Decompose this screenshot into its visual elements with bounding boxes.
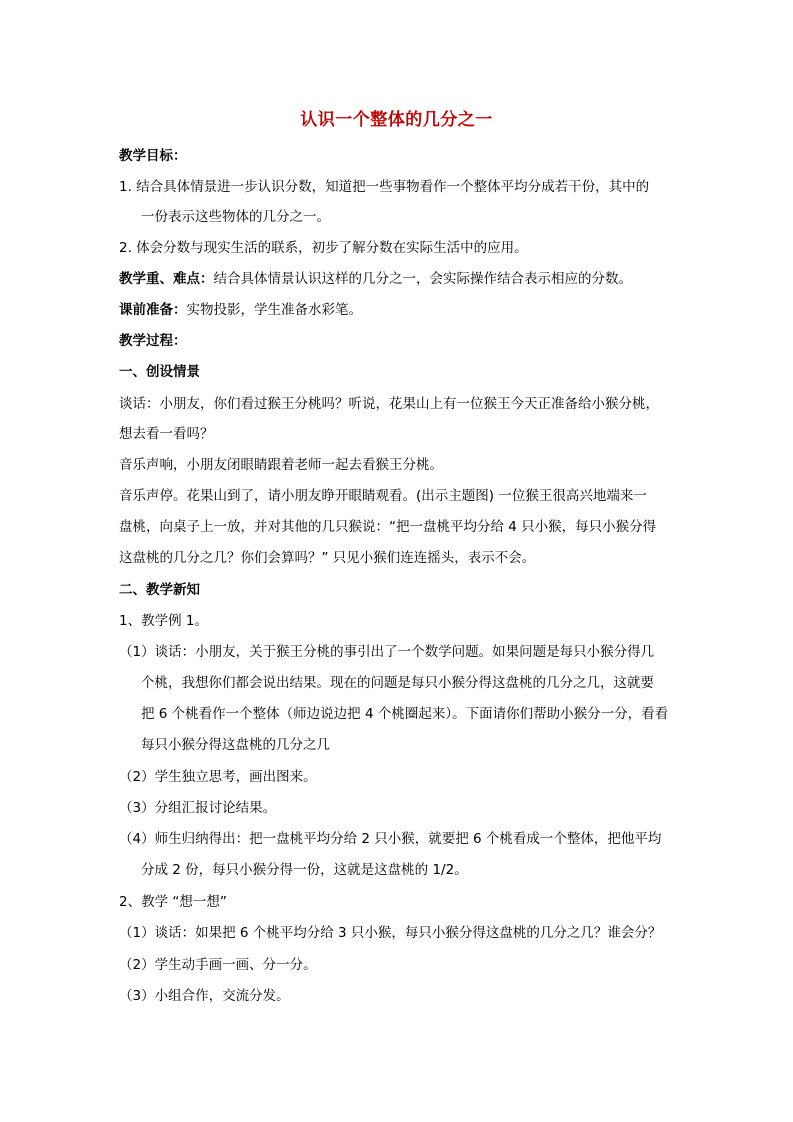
preparation — [119, 300, 679, 320]
example-1-step-2: （2）学生独立思考，画出图来。 — [119, 769, 317, 785]
example-2-step-3: （3）小组合作，交流分发。 — [119, 988, 290, 1004]
preparation-text: 实物投影，学生准备水彩笔。 — [186, 302, 362, 318]
goal-1-line-2: 一份表示这些物体的几分之一。 — [141, 209, 330, 225]
key-points-label: 教学重、难点： — [119, 271, 214, 287]
section-1-paragraph-1-line-2: 想去看一看吗？ — [119, 426, 214, 442]
example-1-step-3: （3）分组汇报讨论结果。 — [119, 800, 277, 816]
example-1-step-1-line-1: （1）谈话：小朋友，关于猴王分桃的事引出了一个数学问题。如果问题是每只小猴分得几 — [119, 644, 655, 660]
section-1-heading: 一、创设情景 — [119, 364, 200, 380]
section-1-paragraph-3-line-1: 音乐声停。花果山到了，请小朋友睁开眼睛观看。(出示主题图) 一位猴王很高兴地端来一 — [119, 488, 647, 504]
example-2-step-2: （2）学生动手画一画、分一分。 — [119, 957, 317, 973]
example-1-step-4-line-1: （4）师生归纳得出：把一盘桃平均分给 2 只小猴，就要把 6 个桃看成一个整体，把他平均 — [119, 831, 662, 847]
key-points-text: 结合具体情景认识这样的几分之一，会实际操作结合表示相应的分数。 — [213, 271, 632, 287]
section-1-paragraph-1-line-1: 谈话：小朋友，你们看过猴王分桃吗？听说，花果山上有一位猴王今天正准备给小猴分桃， — [119, 396, 659, 412]
example-1-step-1-line-2: 个桃，我想你们都会说出结果。现在的问题是每只小猴分得这盘桃的几分之几，这就要 — [141, 675, 654, 691]
example-1-step-1-line-4: 每只小猴分得这盘桃的几分之几 — [141, 737, 330, 753]
section-1-paragraph-2: 音乐声响，小朋友闭眼睛跟着老师一起去看猴王分桃。 — [119, 457, 443, 473]
section-1-paragraph-3-line-2: 盘桃，向桌子上一放，并对其他的几只猴说：“把一盘桃平均分给 4 只小猴，每只小猴分得 — [119, 519, 657, 535]
goal-1-line-1: 1. 结合具体情景进一步认识分数，知道把一些事物看作一个整体平均分成若干份，其中的 — [119, 179, 650, 195]
section-1-paragraph-3-line-3: 这盘桃的几分之几？你们会算吗？” 只见小猴们连连摇头，表示不会。 — [119, 550, 536, 566]
example-2-step-1: （1）谈话：如果把 6 个桃平均分给 3 只小猴，每只小猴分得这盘桃的几分之几？谁会分？ — [119, 925, 662, 941]
section-2-heading: 二、教学新知 — [119, 582, 200, 598]
process-heading: 教学过程： — [119, 333, 187, 349]
example-1-step-1-line-3: 把 6 个桃看作一个整体（师边说边把 4 个桃圈起来）。下面请你们帮助小猴分一分，看看 — [141, 706, 669, 722]
example-1-step-4-line-2: 分成 2 份，每只小猴分得一份，这就是这盘桃的 1/2。 — [141, 862, 468, 878]
preparation-label: 课前准备： — [119, 302, 187, 318]
example-1-heading: 1、教学例 1。 — [119, 613, 208, 629]
document-title: 认识一个整体的几分之一 — [300, 110, 493, 130]
goal-2: 2. 体会分数与现实生活的联系，初步了解分数在实际生活中的应用。 — [119, 240, 528, 256]
key-points — [119, 269, 679, 289]
example-2-heading: 2、教学 “想一想” — [119, 894, 227, 910]
goals-heading: 教学目标： — [119, 148, 187, 164]
